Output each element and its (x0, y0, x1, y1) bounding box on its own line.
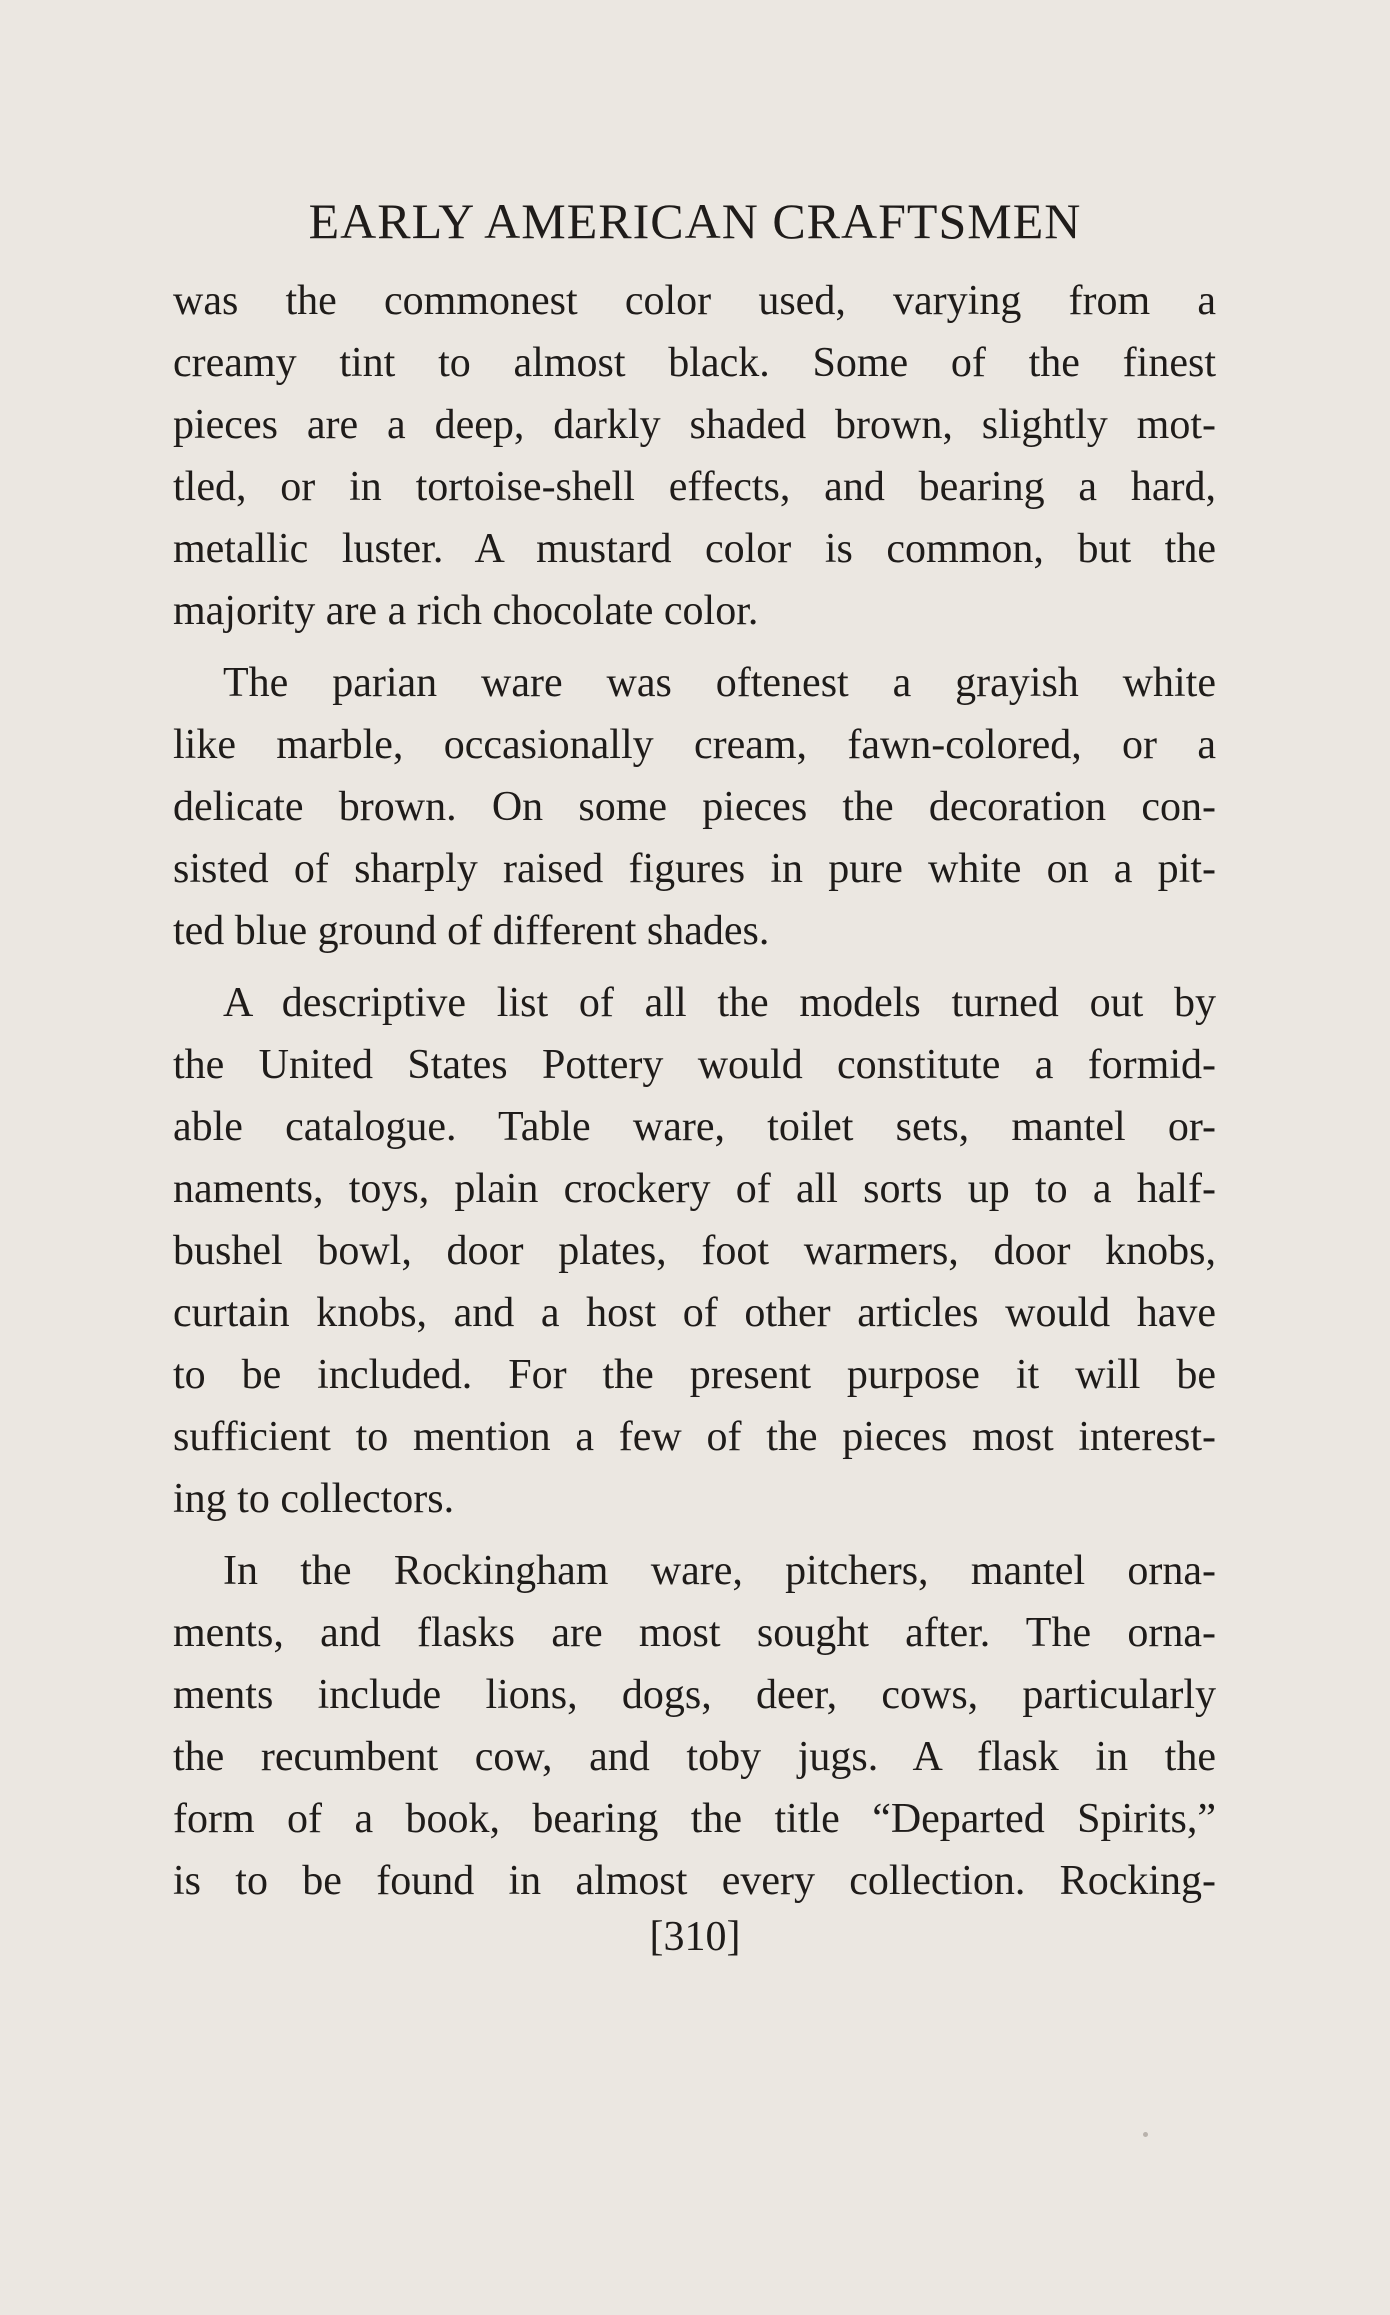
text-line: the recumbent cow, and toby jugs. A flask in the (173, 1734, 1216, 1780)
text-line: curtain knobs, and a host of other articles would have (173, 1290, 1216, 1336)
text-line: A descriptive list of all the models turned out by (223, 980, 1216, 1026)
text-line: the United States Pottery would constitute a formid- (173, 1042, 1216, 1088)
text-line: like marble, occasionally cream, fawn-colored, or a (173, 722, 1216, 768)
text-line: to be included. For the present purpose it will be (173, 1352, 1216, 1398)
text-line: ments, and flasks are most sought after. The orna- (173, 1610, 1216, 1656)
text-line: ments include lions, dogs, deer, cows, particularly (173, 1672, 1216, 1718)
text-line: bushel bowl, door plates, foot warmers, door knobs, (173, 1228, 1216, 1274)
text-line: The parian ware was oftenest a grayish white (223, 660, 1216, 706)
text-line: In the Rockingham ware, pitchers, mantel orna- (223, 1548, 1216, 1594)
text-line: metallic luster. A mustard color is common, but the (173, 526, 1216, 572)
text-line: sufficient to mention a few of the pieces most interest- (173, 1414, 1216, 1460)
running-head: EARLY AMERICAN CRAFTSMEN (308, 193, 1082, 249)
text-line: sisted of sharply raised figures in pure white on a pit- (173, 846, 1216, 892)
text-line: is to be found in almost every collection. Rocking- (173, 1858, 1216, 1904)
text-line: naments, toys, plain crockery of all sorts up to a half- (173, 1166, 1216, 1212)
text-line: pieces are a deep, darkly shaded brown, slightly mot- (173, 402, 1216, 448)
text-line: able catalogue. Table ware, toilet sets, mantel or- (173, 1104, 1216, 1150)
text-line: tled, or in tortoise-shell effects, and bearing a hard, (173, 464, 1216, 510)
text-line: was the commonest color used, varying from a (173, 278, 1216, 324)
paper-speck (1143, 2132, 1148, 2137)
text-line: ing to collectors. (173, 1476, 455, 1522)
text-line: ted blue ground of different shades. (173, 908, 770, 954)
page-number: [310] (649, 1914, 741, 1960)
text-line: delicate brown. On some pieces the decoration con- (173, 784, 1216, 830)
text-line: form of a book, bearing the title “Departed Spirits,” (173, 1796, 1216, 1842)
text-line: creamy tint to almost black. Some of the finest (173, 340, 1216, 386)
text-line: majority are a rich chocolate color. (173, 588, 759, 634)
